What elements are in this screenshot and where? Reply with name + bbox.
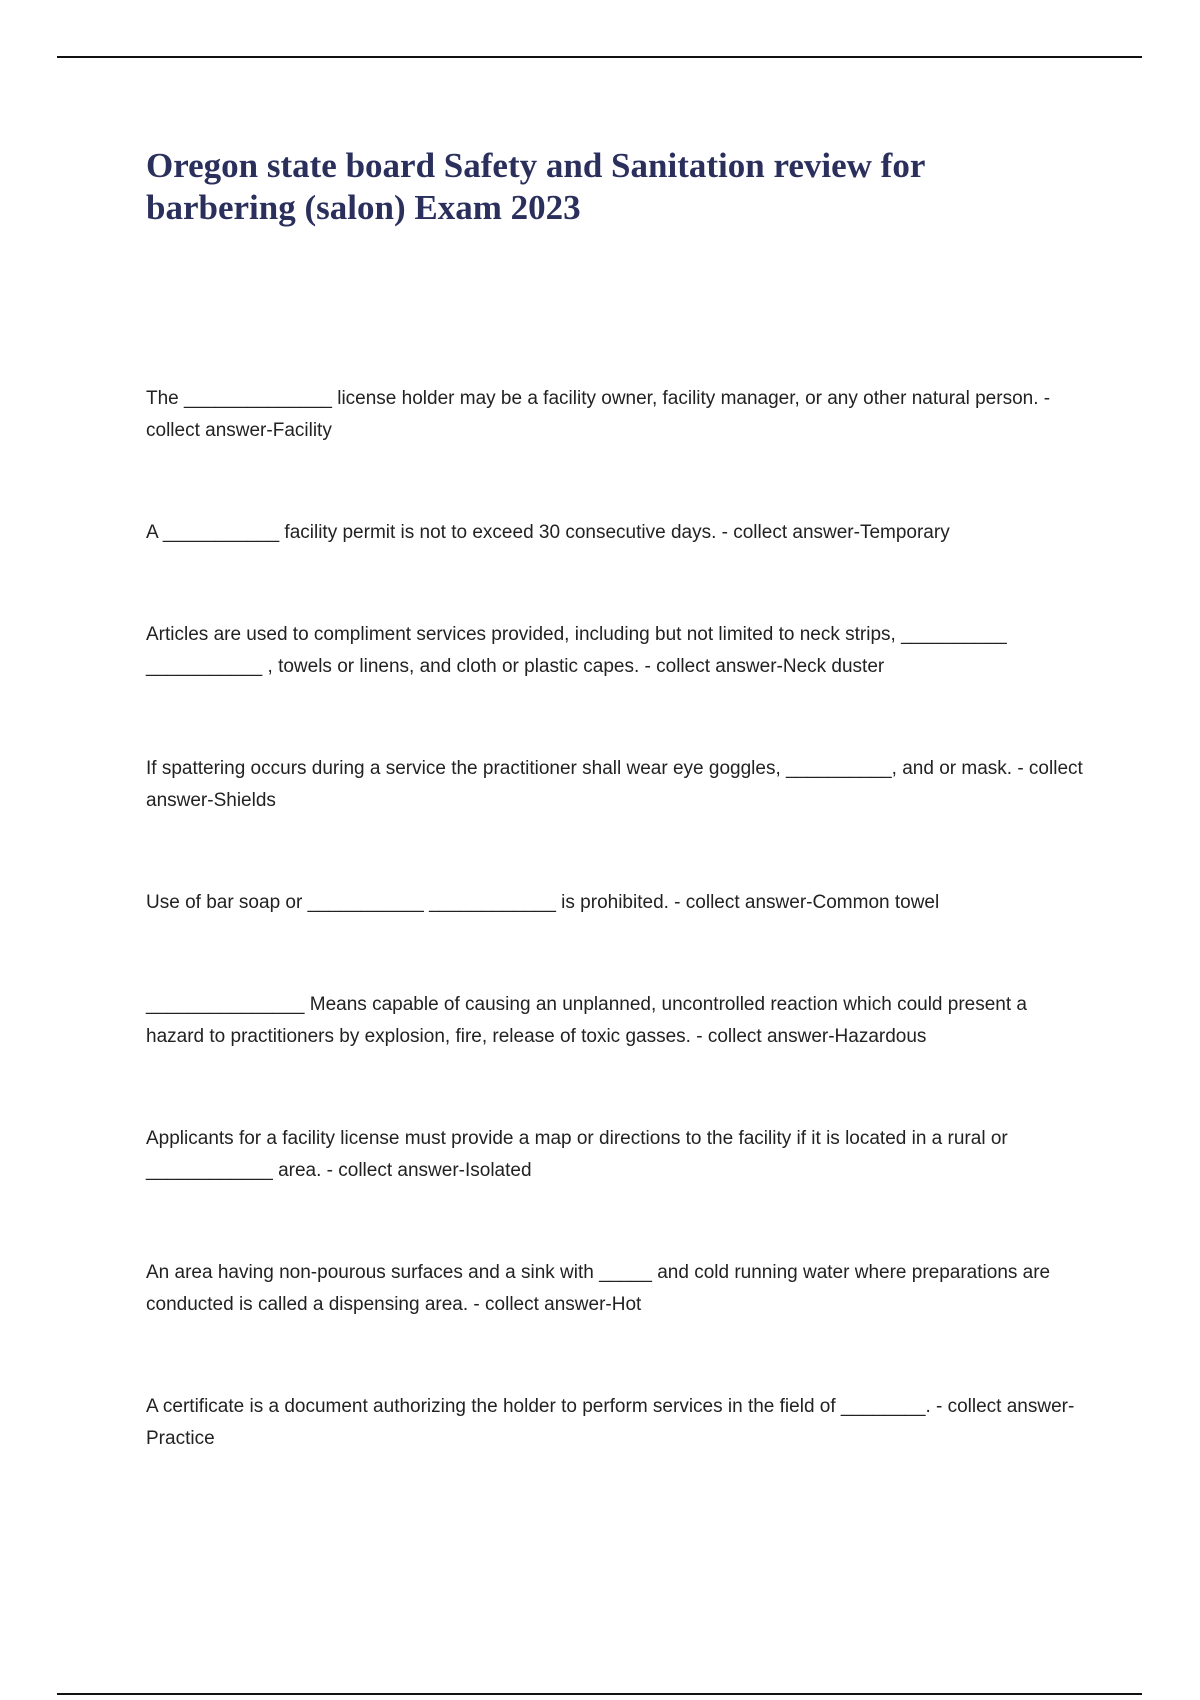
qa-item-9: A certificate is a document authorizing the holder to perform services in the field of ________. - collect answer-Practice <box>146 1396 1075 1449</box>
bottom-rule <box>57 1693 1142 1695</box>
qa-item-2: A ___________ facility permit is not to exceed 30 consecutive days. - collect answer-Temporary <box>146 522 950 543</box>
qa-item-3: Articles are used to compliment services provided, including but not limited to neck strips, __________ ___________ , towels or linens, and cloth or plastic capes. - collect answer-Neck duster <box>146 624 1007 677</box>
qa-item-4: If spattering occurs during a service the practitioner shall wear eye goggles, __________, and or mask. - collect answer-Shields <box>146 758 1083 811</box>
qa-item-5: Use of bar soap or ___________ ____________ is prohibited. - collect answer-Common towel <box>146 892 940 913</box>
qa-item-7: Applicants for a facility license must provide a map or directions to the facility if it is located in a rural or ____________ area. - collect answer-Isolated <box>146 1128 1008 1181</box>
qa-item-1: The ______________ license holder may be a facility owner, facility manager, or any other natural person. - collect answer-Facility <box>146 388 1051 441</box>
top-rule <box>57 56 1142 58</box>
qa-item-8: An area having non-pourous surfaces and a sink with _____ and cold running water where preparations are conducted is called a dispensing area. - collect answer-Hot <box>146 1262 1051 1315</box>
qa-list <box>146 383 1086 1525</box>
qa-item-6: _______________ Means capable of causing an unplanned, uncontrolled reaction which could present a hazard to practitioners by explosion, fire, release of toxic gasses. - collect answer-Hazardous <box>146 994 1027 1047</box>
document-title: Oregon state board Safety and Sanitation review for barbering (salon) Exam 2023 <box>146 146 925 227</box>
